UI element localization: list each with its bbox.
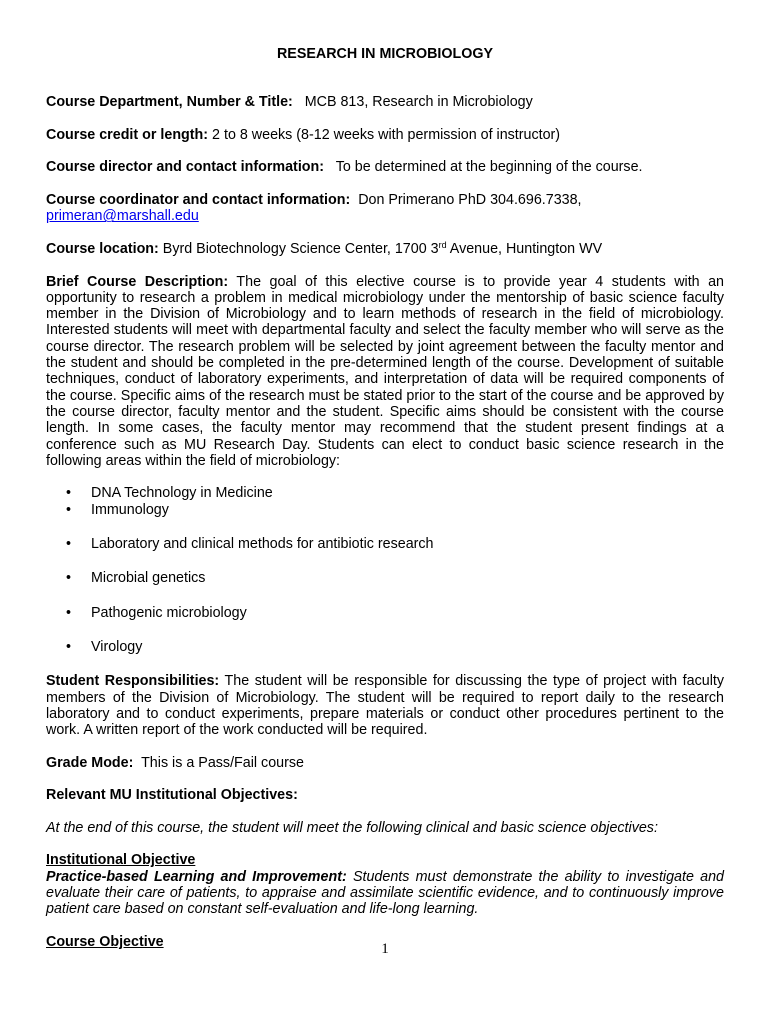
list-item-label: Immunology: [91, 501, 169, 518]
page-number: 1: [381, 941, 389, 957]
list-item: [46, 570, 724, 586]
course-location-label: Course location:: [46, 240, 159, 257]
grade-mode: [46, 755, 724, 771]
document-page: [46, 46, 724, 950]
course-location-value: [163, 241, 602, 257]
bullet-icon: •: [66, 485, 72, 502]
objectives-heading: [46, 787, 724, 803]
course-coordinator-label: Course coordinator and contact information:: [46, 192, 351, 209]
location-address-start: Byrd Biotechnology Science Center, 1700 3: [162, 240, 439, 257]
list-item: [46, 605, 724, 621]
institutional-objective-text: Students must demonstrate the ability to investigate and evaluate their care of patients, to appraise and assimilate scientific evidence, and to continuously improve patient care based on constant self-evaluation and life-long learning.: [46, 868, 724, 918]
bullet-icon: •: [66, 570, 72, 587]
student-responsibilities-label: Student Responsibilities:: [46, 673, 220, 690]
document-title: RESEARCH IN MICROBIOLOGY: [276, 46, 494, 62]
bullet-icon: •: [66, 501, 72, 518]
list-item: [46, 502, 724, 518]
list-item-label: DNA Technology in Medicine: [91, 485, 273, 502]
course-credit-value: 2 to 8 weeks (8-12 weeks with permission of instructor): [212, 126, 561, 143]
bullet-icon: •: [66, 604, 72, 621]
bullet-icon: •: [66, 638, 72, 655]
grade-mode-label: Grade Mode:: [46, 754, 134, 771]
list-item: [46, 536, 724, 552]
list-item: [46, 485, 724, 501]
list-item-label: Microbial genetics: [91, 570, 206, 587]
objectives-intro-text: At the end of this course, the student will meet the following clinical and basic science objectives:: [46, 819, 658, 836]
objectives-intro: [46, 820, 724, 836]
course-credit-label: Course credit or length:: [46, 126, 209, 143]
course-coordinator: [46, 192, 724, 225]
course-coordinator-value: Don Primerano PhD 304.696.7338,: [358, 192, 582, 209]
course-director: [46, 159, 724, 175]
list-item-label: Pathogenic microbiology: [91, 604, 247, 621]
institutional-objective-heading: Institutional Objective: [46, 852, 196, 869]
research-areas-list: [46, 485, 724, 655]
course-description: [46, 274, 724, 470]
location-address-end: Avenue, Huntington WV: [446, 240, 603, 257]
course-department-value: MCB 813, Research in Microbiology: [304, 94, 533, 111]
location-ordinal-suffix: rd: [438, 239, 447, 250]
course-department: [46, 94, 724, 110]
institutional-objective-label: Practice-based Learning and Improvement:: [46, 868, 347, 885]
course-director-label: Course director and contact information:: [46, 159, 325, 176]
grade-mode-value: This is a Pass/Fail course: [141, 754, 304, 771]
course-credit: [46, 127, 724, 143]
course-department-label: Course Department, Number & Title:: [46, 94, 293, 111]
list-item: [46, 639, 724, 655]
list-item-label: Virology: [91, 638, 143, 655]
course-objective-heading: Course Objective: [46, 933, 164, 950]
course-description-text: The goal of this elective course is to provide year 4 students with an opportunity to research a problem in medical microbiology under the mentorship of basic science faculty member in the Division of Microbiology and to learn methods of research in the field of microbiology. Interested students will meet with departmental faculty and select the faculty member who will serve as the course director. The research problem will be selected by joint agreement between the faculty mentor and the student and should be completed in the pre-determined length of the course. Development of suitable techniques, conduct of laboratory experiments, and interpretation of data will be required components of the course. Specific aims of the research must be stated prior to the start of the course and be approved by the course director, faculty mentor and the student. Specific aims should be consistent with the course length. In some cases, the faculty mentor may recommend that the student present findings at a conference such as MU Research Day. Students can elect to conduct basic science research in the following areas within the field of microbiology:: [46, 273, 725, 469]
course-description-label: Brief Course Description:: [46, 273, 229, 290]
bullet-icon: •: [66, 536, 72, 553]
coordinator-email-link[interactable]: primeran@marshall.edu: [46, 208, 199, 225]
institutional-objective: [46, 869, 724, 918]
objectives-heading-text: Relevant MU Institutional Objectives:: [46, 787, 298, 804]
course-location: [46, 241, 724, 257]
course-director-value: To be determined at the beginning of the course.: [335, 159, 643, 176]
student-responsibilities: [46, 673, 724, 738]
student-responsibilities-text: The student will be responsible for discussing the type of project with faculty members of the Division of Microbiology. The student will be required to report daily to the research laboratory and to conduct experiments, prepare materials or conduct other procedures pertinent to the work. A written report of the work conducted will be required.: [46, 673, 724, 739]
list-item-label: Laboratory and clinical methods for antibiotic research: [91, 536, 434, 553]
